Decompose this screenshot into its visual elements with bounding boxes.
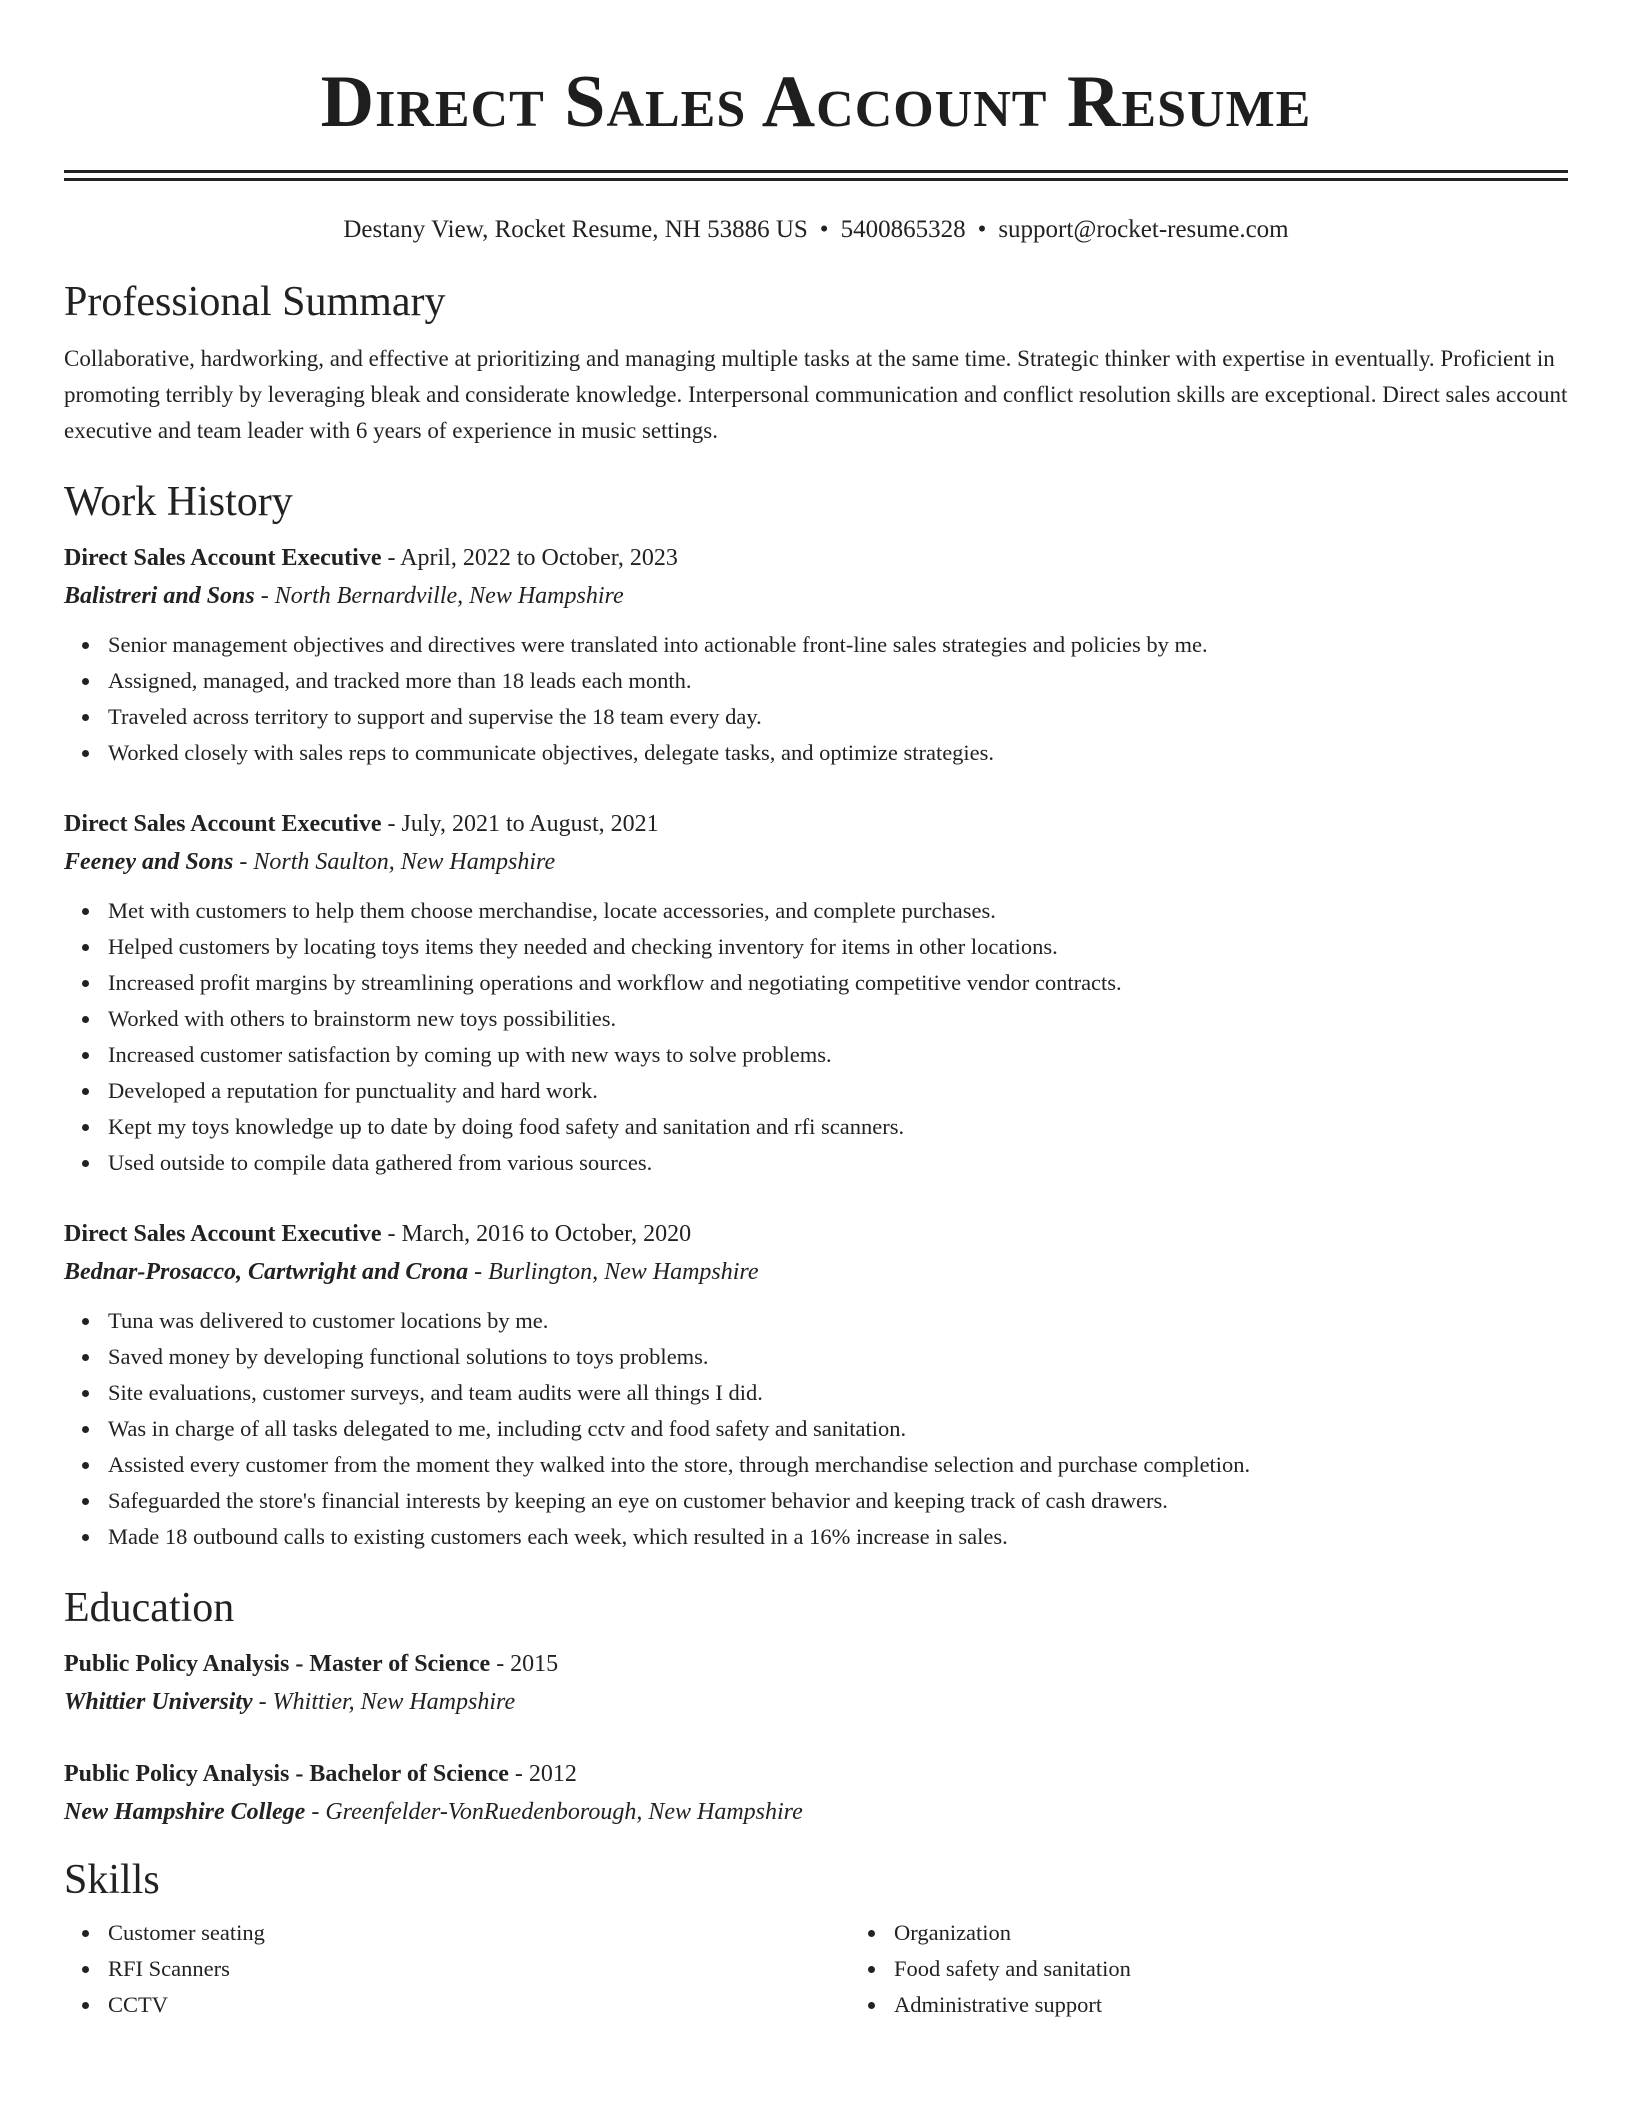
contact-email: support@rocket-resume.com [998, 216, 1289, 243]
education-degree: Public Policy Analysis - Master of Science [64, 1651, 491, 1677]
job-header [64, 805, 1568, 843]
job-location: - Burlington, New Hampshire [468, 1259, 759, 1285]
education-degree: Public Policy Analysis - Bachelor of Science [64, 1761, 509, 1787]
summary-heading: Professional Summary [64, 279, 446, 325]
job-entry [64, 805, 1568, 1181]
skill-item: CCTV [108, 1987, 850, 2023]
education-location: - Greenfelder-VonRuedenborough, New Hampshire [305, 1799, 803, 1825]
job-company: Balistreri and Sons [64, 583, 255, 609]
skill-item: Food safety and sanitation [894, 1951, 1632, 1987]
job-header [64, 1215, 1568, 1253]
education-entry [64, 1755, 1568, 1831]
skills-column-left [64, 1915, 850, 2023]
education-year: - 2012 [508, 1761, 577, 1787]
job-entry [64, 1215, 1568, 1555]
education-entry [64, 1645, 1568, 1721]
job-bullet: Was in charge of all tasks delegated to me, including cctv and food safety and sanitation. [108, 1411, 1568, 1447]
job-header [64, 539, 1568, 577]
job-location: - North Bernardville, New Hampshire [254, 583, 624, 609]
skill-item: RFI Scanners [108, 1951, 850, 1987]
job-dates: - April, 2022 to October, 2023 [381, 545, 678, 571]
education-header [64, 1645, 1568, 1683]
education-institution [64, 1793, 1568, 1831]
job-bullet: Safeguarded the store's financial interests by keeping an eye on customer behavior and keeping track of cash drawers. [108, 1483, 1568, 1519]
skills-heading: Skills [64, 1857, 160, 1903]
job-location: - North Saulton, New Hampshire [233, 849, 556, 875]
job-title: Direct Sales Account Executive [64, 811, 382, 837]
job-bullet: Used outside to compile data gathered from various sources. [108, 1145, 1568, 1181]
job-dates: - March, 2016 to October, 2020 [381, 1221, 692, 1247]
job-entry [64, 539, 1568, 771]
skill-item: Customer seating [108, 1915, 850, 1951]
education-year: - 2015 [490, 1651, 559, 1677]
job-bullet: Site evaluations, customer surveys, and team audits were all things I did. [108, 1375, 1568, 1411]
skill-item: Organization [894, 1915, 1632, 1951]
contact-separator: • [819, 216, 829, 243]
summary-text: Collaborative, hardworking, and effective at prioritizing and managing multiple tasks at the same time. Strategic thinker with expertise in eventually. Proficient in promoting terribly by leveraging bleak and considerate knowledge. Interpersonal communication and conflict resolution skills are exceptional. Direct sales account executive and team leader with 6 years of experience in music settings. [64, 346, 1568, 443]
job-employer [64, 1253, 1568, 1291]
job-bullet: Saved money by developing functional solutions to toys problems. [108, 1339, 1568, 1375]
title-divider-top [64, 170, 1568, 173]
job-bullet: Worked with others to brainstorm new toys possibilities. [108, 1001, 1568, 1037]
job-bullets [64, 893, 1568, 1181]
job-bullet: Developed a reputation for punctuality and hard work. [108, 1073, 1568, 1109]
job-bullet: Increased customer satisfaction by coming up with new ways to solve problems. [108, 1037, 1568, 1073]
job-company: Bednar-Prosacco, Cartwright and Crona [64, 1259, 469, 1285]
job-title: Direct Sales Account Executive [64, 1221, 382, 1247]
contact-address: Destany View, Rocket Resume, NH 53886 US [343, 216, 808, 243]
education-school: Whittier University [64, 1689, 253, 1715]
education-heading: Education [64, 1585, 235, 1631]
contact-phone: 5400865328 [840, 216, 966, 243]
job-bullet: Assisted every customer from the moment they walked into the store, through merchandise selection and purchase completion. [108, 1447, 1568, 1483]
skill-item: Administrative support [894, 1987, 1632, 2023]
job-bullet: Increased profit margins by streamlining operations and workflow and negotiating competitive vendor contracts. [108, 965, 1568, 1001]
job-bullets [64, 627, 1568, 771]
job-bullet: Kept my toys knowledge up to date by doing food safety and sanitation and rfi scanners. [108, 1109, 1568, 1145]
job-bullet: Made 18 outbound calls to existing customers each week, which resulted in a 16% increase in sales. [108, 1519, 1568, 1555]
education-institution [64, 1683, 1568, 1721]
work-history-heading: Work History [64, 479, 293, 525]
job-company: Feeney and Sons [64, 849, 234, 875]
resume-title: Direct Sales Account Resume [320, 61, 1312, 143]
contact-separator: • [977, 216, 987, 243]
job-bullet: Tuna was delivered to customer locations by me. [108, 1303, 1568, 1339]
job-bullet: Senior management objectives and directives were translated into actionable front-line sales strategies and policies by me. [108, 627, 1568, 663]
job-bullet: Worked closely with sales reps to communicate objectives, delegate tasks, and optimize strategies. [108, 735, 1568, 771]
job-employer [64, 843, 1568, 881]
title-divider-bottom [64, 178, 1568, 181]
education-header [64, 1755, 1568, 1793]
job-dates: - July, 2021 to August, 2021 [381, 811, 659, 837]
job-bullets [64, 1303, 1568, 1555]
job-bullet: Assigned, managed, and tracked more than 18 leads each month. [108, 663, 1568, 699]
job-bullet: Helped customers by locating toys items they needed and checking inventory for items in other locations. [108, 929, 1568, 965]
education-school: New Hampshire College [64, 1799, 306, 1825]
job-employer [64, 577, 1568, 615]
job-bullet: Traveled across territory to support and supervise the 18 team every day. [108, 699, 1568, 735]
skills-column-right [850, 1915, 1632, 2023]
job-title: Direct Sales Account Executive [64, 545, 382, 571]
contact-line [64, 213, 1568, 247]
job-bullet: Met with customers to help them choose merchandise, locate accessories, and complete purchases. [108, 893, 1568, 929]
skills-grid [64, 1915, 1568, 2023]
education-location: - Whittier, New Hampshire [252, 1689, 516, 1715]
